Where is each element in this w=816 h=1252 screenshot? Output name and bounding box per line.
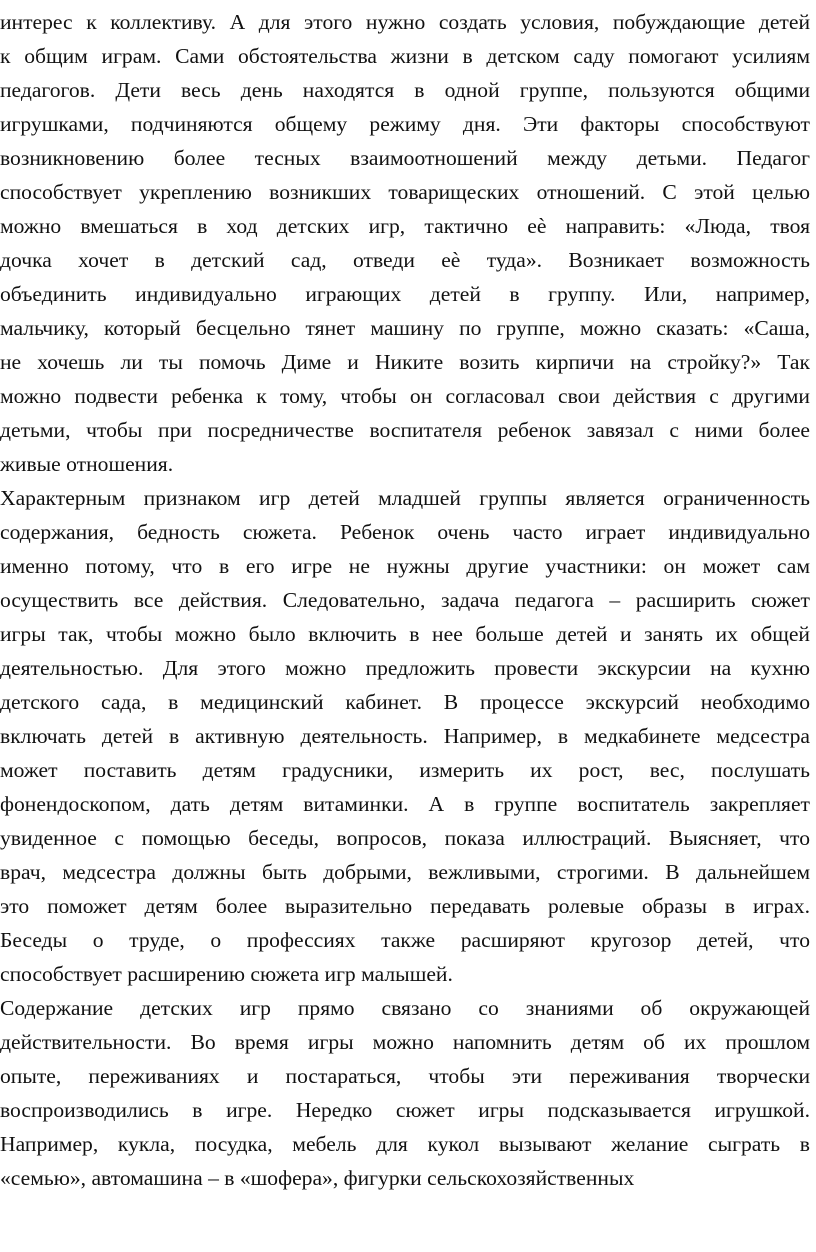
text-line: действительности. Во время игры можно напомнить детям об их прошлом	[0, 1030, 810, 1054]
text-line: интерес к коллективу. А для этого нужно создать условия, побуждающие детей	[0, 10, 810, 34]
text-line: увиденное с помощью беседы, вопросов, показа иллюстраций. Выясняет, что	[0, 826, 810, 850]
text-line: детьми, чтобы при посредничестве воспитателя ребенок завязал с ними более	[0, 418, 810, 442]
text-line: осуществить все действия. Следовательно, задача педагога – расширить сюжет	[0, 588, 810, 612]
text-line: детского сада, в медицинский кабинет. В процессе экскурсий необходимо	[0, 690, 810, 714]
paragraph	[0, 991, 810, 1195]
text-line: воспроизводились в игре. Нередко сюжет игры подсказывается игрушкой.	[0, 1098, 810, 1122]
text-line: возникновению более тесных взаимоотношений между детьми. Педагог	[0, 146, 810, 170]
text-line: именно потому, что в его игре не нужны другие участники: он может сам	[0, 554, 810, 578]
paragraph	[0, 5, 810, 481]
text-line: способствует расширению сюжета игр малышей.	[0, 962, 453, 986]
text-line: живые отношения.	[0, 452, 174, 476]
text-line: Например, кукла, посудка, мебель для кукол вызывают желание сыграть в	[0, 1132, 810, 1156]
text-line: Беседы о труде, о профессиях также расширяют кругозор детей, что	[0, 928, 810, 952]
text-line: к общим играм. Сами обстоятельства жизни в детском саду помогают усилиям	[0, 44, 810, 68]
text-line: педагогов. Дети весь день находятся в одной группе, пользуются общими	[0, 78, 810, 102]
text-line: опыте, переживаниях и постараться, чтобы эти переживания творчески	[0, 1064, 810, 1088]
text-line: дочка хочет в детский сад, отведи еѐ туда». Возникает возможность	[0, 248, 810, 272]
text-line: включать детей в активную деятельность. Например, в медкабинете медсестра	[0, 724, 810, 748]
text-line: способствует укреплению возникших товарищеских отношений. С этой целью	[0, 180, 810, 204]
text-line: Содержание детских игр прямо связано со знаниями об окружающей	[0, 996, 810, 1020]
document-text	[0, 5, 810, 1195]
text-line: Характерным признаком игр детей младшей группы является ограниченность	[0, 486, 810, 510]
text-line: можно подвести ребенка к тому, чтобы он согласовал свои действия с другими	[0, 384, 810, 408]
text-line: не хочешь ли ты помочь Диме и Никите возить кирпичи на стройку?» Так	[0, 350, 810, 374]
text-line: мальчику, который бесцельно тянет машину по группе, можно сказать: «Саша,	[0, 316, 810, 340]
text-line: игры так, чтобы можно было включить в нее больше детей и занять их общей	[0, 622, 810, 646]
text-line: можно вмешаться в ход детских игр, тактично еѐ направить: «Люда, твоя	[0, 214, 810, 238]
text-line: игрушками, подчиняются общему режиму дня. Эти факторы способствуют	[0, 112, 810, 136]
text-line: объединить индивидуально играющих детей в группу. Или, например,	[0, 282, 810, 306]
paragraph	[0, 481, 810, 991]
text-line: содержания, бедность сюжета. Ребенок очень часто играет индивидуально	[0, 520, 810, 544]
text-line: «семью», автомашина – в «шофера», фигурки сельскохозяйственных	[0, 1166, 635, 1190]
text-line: это поможет детям более выразительно передавать ролевые образы в играх.	[0, 894, 810, 918]
text-line: врач, медсестра должны быть добрыми, вежливыми, строгими. В дальнейшем	[0, 860, 810, 884]
text-line: деятельностью. Для этого можно предложить провести экскурсии на кухню	[0, 656, 810, 680]
text-line: может поставить детям градусники, измерить их рост, вес, послушать	[0, 758, 810, 782]
text-line: фонендоскопом, дать детям витаминки. А в группе воспитатель закрепляет	[0, 792, 810, 816]
